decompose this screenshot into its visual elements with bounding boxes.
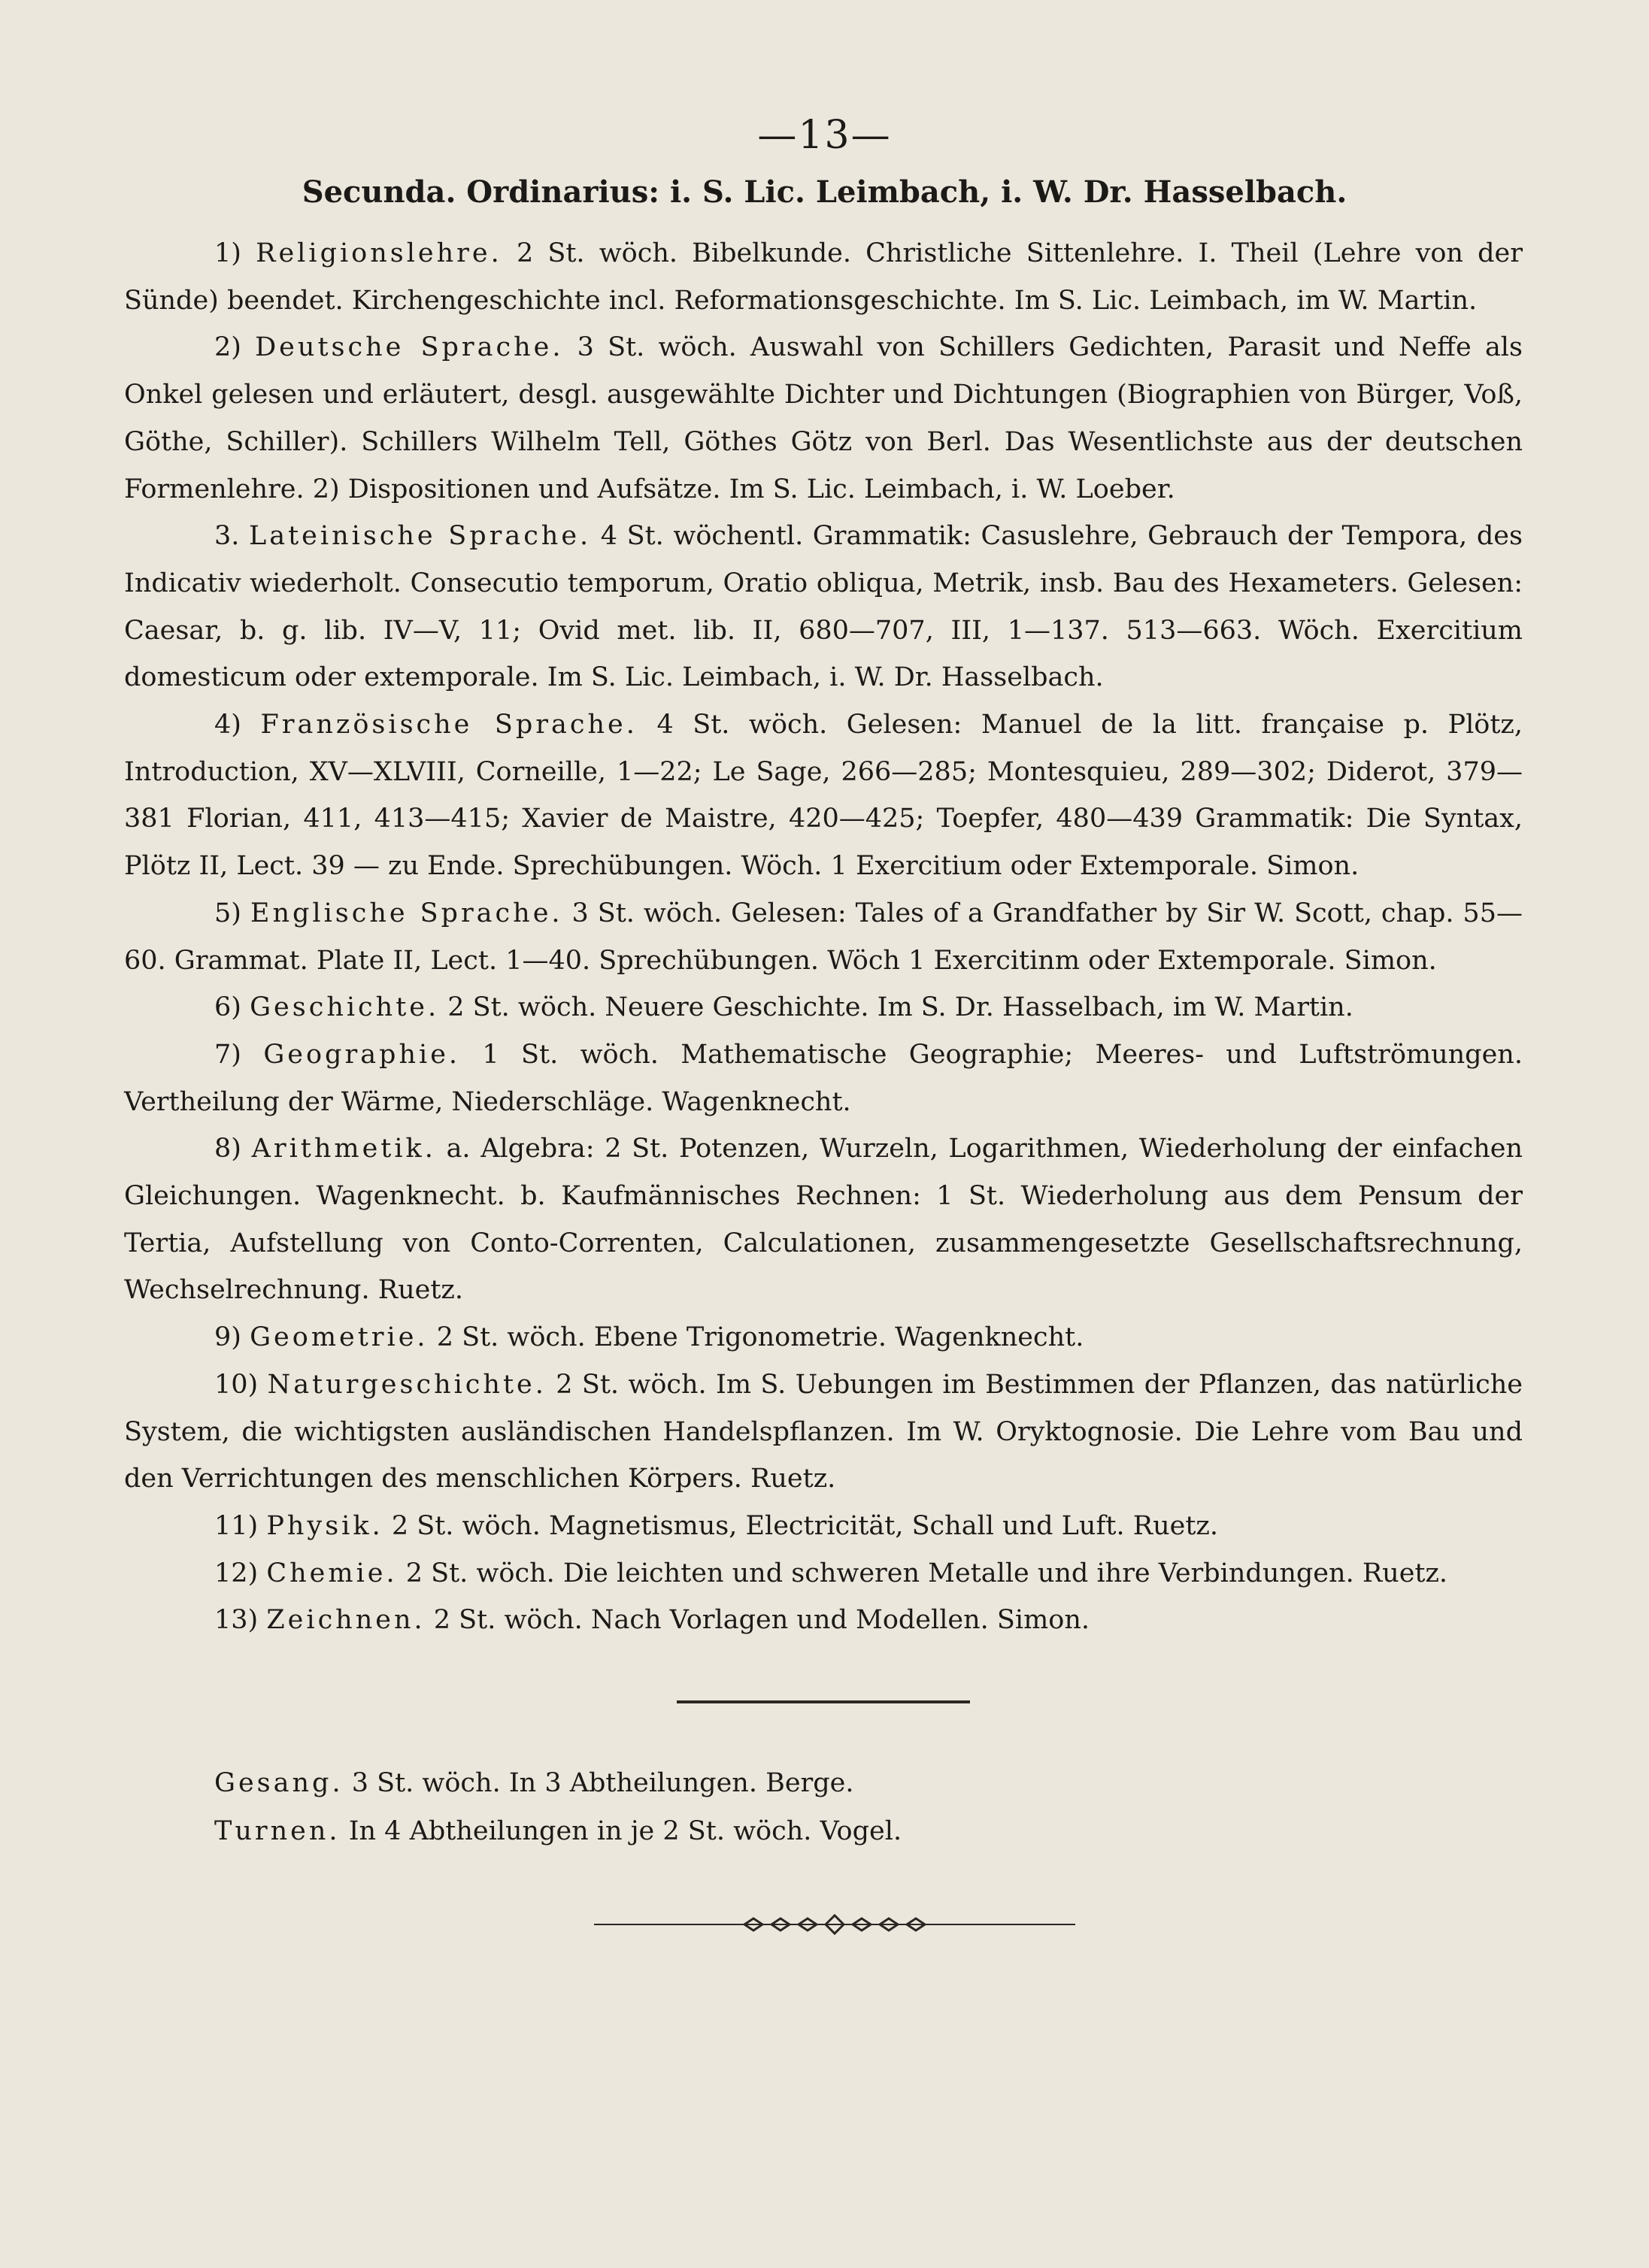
subject-title: Turnen.	[214, 1816, 341, 1846]
section-french	[124, 701, 1523, 890]
subject-title: Zeichnen.	[266, 1605, 426, 1636]
section-text: 2 St. wöch. Bibelkunde. Christliche Sittenlehre. I. Theil (Lehre von der Sünde) beendet. Kirchengeschichte incl. Reformationsgeschichte. Im S. Lic. Leimbach, im W. Martin.	[124, 238, 1523, 316]
subject-title: Geometrie.	[250, 1322, 429, 1353]
subject-title: Naturgeschichte.	[267, 1369, 547, 1400]
section-number: 6)	[214, 992, 241, 1023]
section-history	[124, 984, 1523, 1031]
subject-title: Religionslehre.	[256, 238, 502, 268]
subject-title: Deutsche Sprache.	[255, 332, 564, 363]
footer-singing	[124, 1759, 1523, 1807]
section-text: 4 St. wöch. Gelesen: Manuel de la litt. française p. Plötz, Introduction, XV—XLVIII, Corneille, 1—22; Le Sage, 266—285; Montesquieu, 289—302; Diderot, 379—381 Florian, 411, 413—415; Xavier de Maistre, 420—425; Toepfer, 480—439 Grammatik: Die Syntax, Plötz II, Lect. 39 — zu Ende. Sprechübungen. Wöch. 1 Exercitium oder Extemporale. Simon.	[124, 710, 1523, 882]
subject-title: Gesang.	[214, 1768, 344, 1798]
section-german	[124, 324, 1523, 513]
section-number: 9)	[214, 1322, 241, 1353]
section-number: 2)	[214, 332, 241, 363]
section-number: 12)	[214, 1558, 259, 1588]
section-natural-history	[124, 1361, 1523, 1503]
curriculum-body	[124, 230, 1523, 1644]
section-geometry	[124, 1314, 1523, 1361]
subject-title: Englische Sprache.	[250, 898, 563, 928]
subject-title: Arithmetik.	[251, 1134, 436, 1164]
section-number: 13)	[214, 1605, 259, 1636]
section-text: 1 St. wöch. Mathematische Geographie; Meeres- und Luftströmungen. Vertheilung der Wärme, Niederschläge. Wagenknecht.	[124, 1039, 1523, 1117]
section-text: 2 St. wöch. Ebene Trigonometrie. Wagenknecht.	[436, 1322, 1084, 1353]
ornament-divider	[594, 1909, 1075, 1939]
section-english	[124, 890, 1523, 984]
subject-title: Physik.	[266, 1510, 383, 1541]
section-religion	[124, 230, 1523, 324]
section-number: 5)	[214, 898, 241, 928]
section-arithmetic	[124, 1125, 1523, 1314]
section-geography	[124, 1031, 1523, 1125]
divider-rule	[677, 1700, 970, 1703]
section-text: 2 St. wöch. Magnetismus, Electricität, Schall und Luft. Ruetz.	[391, 1510, 1218, 1541]
section-latin	[124, 513, 1523, 701]
section-drawing	[124, 1597, 1523, 1644]
section-text: 2 St. wöch. Nach Vorlagen und Modellen. Simon.	[433, 1605, 1090, 1636]
subject-title: Französische Sprache.	[260, 710, 638, 740]
page-number: —13—	[757, 113, 892, 158]
subject-title: Chemie.	[266, 1558, 398, 1588]
section-number: 11)	[214, 1510, 259, 1541]
section-text: a. Algebra: 2 St. Potenzen, Wurzeln, Logarithmen, Wiederholung der einfachen Gleichungen. Wagenknecht. b. Kaufmännisches Rechnen: 1 St. Wiederholung aus dem Pensum der Tertia, Aufstellung von Conto-Correnten, Calculationen, zusammengesetzte Gesellschaftsrechnung, Wechselrechnung. Ruetz.	[124, 1134, 1523, 1306]
subject-title: Geographie.	[263, 1039, 461, 1070]
section-text: 3 St. wöch. Auswahl von Schillers Gedichten, Parasit und Neffe als Onkel gelesen und erläutert, desgl. ausgewählte Dichter und Dichtungen (Biographien von Bürger, Voß, Göthe, Schiller). Schillers Wilhelm Tell, Göthes Götz von Berl. Das Wesentlichste aus der deutschen Formenlehre. 2) Dispositionen und Aufsätze. Im S. Lic. Leimbach, i. W. Loeber.	[124, 332, 1523, 504]
section-text: 2 St. wöch. Die leichten und schweren Metalle und ihre Verbindungen. Ruetz.	[405, 1558, 1448, 1588]
section-number: 8)	[214, 1134, 241, 1164]
section-number: 1)	[214, 238, 241, 268]
section-number: 10)	[214, 1369, 259, 1400]
section-number: 7)	[214, 1039, 241, 1070]
class-header: Secunda. Ordinarius: i. S. Lic. Leimbach, i. W. Dr. Hasselbach.	[302, 174, 1347, 210]
footer-text: In 4 Abtheilungen in je 2 St. wöch. Vogel.	[348, 1816, 902, 1846]
section-number: 3.	[214, 521, 240, 552]
section-number: 4)	[214, 710, 241, 740]
section-text: 3 St. wöch. Gelesen: Tales of a Grandfather by Sir W. Scott, chap. 55—60. Grammat. Plate II, Lect. 1—40. Sprechübungen. Wöch 1 Exercitinm oder Extemporale. Simon.	[124, 898, 1523, 976]
section-chemistry	[124, 1550, 1523, 1597]
section-text: 2 St. wöch. Neuere Geschichte. Im S. Dr. Hasselbach, im W. Martin.	[447, 992, 1353, 1023]
section-text: 2 St. wöch. Im S. Uebungen im Bestimmen der Pflanzen, das natürliche System, die wichtigsten ausländischen Handelspflanzen. Im W. Oryktognosie. Die Lehre vom Bau und den Verrichtungen des menschlichen Körpers. Ruetz.	[124, 1369, 1523, 1494]
subject-title: Lateinische Sprache.	[249, 521, 592, 552]
footer-text: 3 St. wöch. In 3 Abtheilungen. Berge.	[351, 1768, 854, 1798]
section-physics	[124, 1503, 1523, 1550]
footer-notes	[124, 1759, 1523, 1855]
section-text: 4 St. wöchentl. Grammatik: Casuslehre, Gebrauch der Tempora, des Indicativ wiederholt. Consecutio temporum, Oratio obliqua, Metrik, insb. Bau des Hexameters. Gelesen: Caesar, b. g. lib. IV—V, 11; Ovid met. lib. II, 680—707, III, 1—137. 513—663. Wöch. Exercitium domesticum oder extemporale. Im S. Lic. Leimbach, i. W. Dr. Hasselbach.	[124, 521, 1523, 693]
subject-title: Geschichte.	[250, 992, 440, 1023]
footer-gymnastics	[124, 1807, 1523, 1855]
